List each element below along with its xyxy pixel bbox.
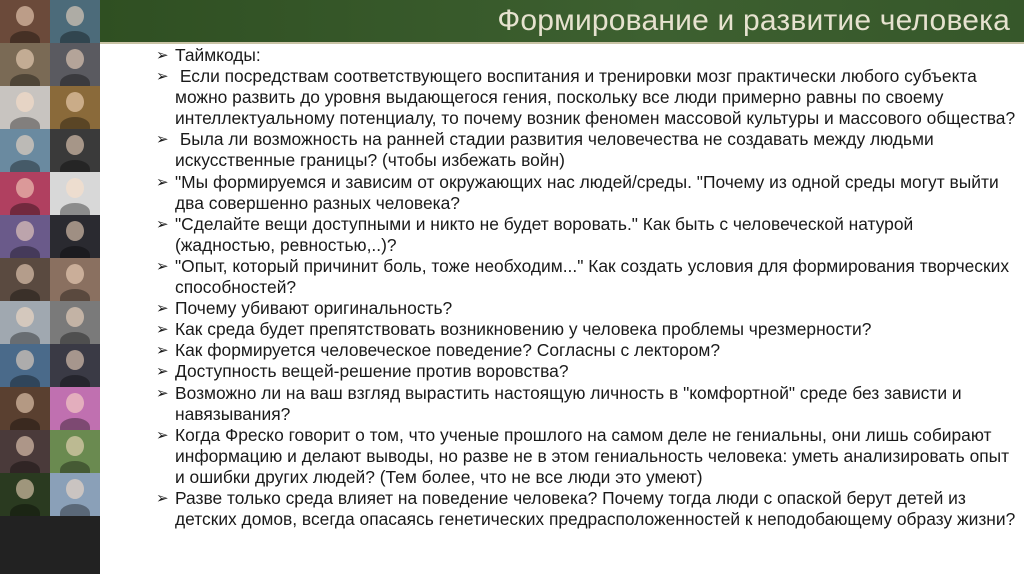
list-item bbox=[156, 361, 1018, 382]
participant-photo bbox=[50, 86, 100, 129]
participant-photo bbox=[0, 215, 50, 258]
list-item bbox=[156, 214, 1018, 256]
list-item-text: Как среда будет препятствовать возникновению у человека проблемы чрезмерности? bbox=[175, 319, 872, 340]
participant-photo bbox=[50, 430, 100, 473]
list-item-text: "Мы формируемся и зависим от окружающих нас людей/среды. "Почему из одной среды могут выйти два совершенно разных человека? bbox=[175, 171, 1004, 213]
arrow-bullet-icon: ➢ bbox=[156, 363, 169, 381]
list-item-text: Если посредствам соответствующего воспитания и тренировки мозг практически любого субъекта можно развить до уровня выдающегося гения, поскольку все люди примерно равны по своему интеллектуальному потенциалу, то почему возник феномен массовой культуры и массового общества? bbox=[175, 66, 1016, 129]
participant-photo bbox=[50, 129, 100, 172]
list-item bbox=[156, 319, 1018, 340]
participant-photo bbox=[0, 172, 50, 215]
list-item bbox=[156, 66, 1018, 129]
arrow-bullet-icon: ➢ bbox=[156, 489, 169, 507]
list-item bbox=[156, 425, 1018, 488]
list-item-text: Когда Фреско говорит о том, что ученые прошлого на самом деле не гениальны, они лишь собирают информацию и делают выводы, но разве не в этом гениальность человека: уметь анализировать опыт и ошибки других людей? (Тем более, что не все люди это умеют) bbox=[175, 424, 1014, 487]
participant-photo bbox=[0, 258, 50, 301]
list-item-text: Доступность вещей-решение против воровства? bbox=[175, 361, 569, 382]
participant-photo bbox=[0, 344, 50, 387]
bullet-list bbox=[156, 45, 1018, 530]
participant-photo bbox=[50, 473, 100, 516]
arrow-bullet-icon: ➢ bbox=[156, 131, 169, 149]
participant-photo bbox=[0, 473, 50, 516]
arrow-bullet-icon: ➢ bbox=[156, 384, 169, 402]
participant-photo bbox=[50, 301, 100, 344]
title-bar bbox=[100, 0, 1024, 42]
participant-photo bbox=[0, 301, 50, 344]
arrow-bullet-icon: ➢ bbox=[156, 342, 169, 360]
list-item bbox=[156, 129, 1018, 171]
participant-photo bbox=[50, 43, 100, 86]
list-item bbox=[156, 488, 1018, 530]
list-item bbox=[156, 340, 1018, 361]
slide-title: Формирование и развитие человека bbox=[497, 4, 1010, 37]
list-item-text: Как формируется человеческое поведение? Согласны с лектором? bbox=[175, 340, 721, 361]
participant-photo bbox=[50, 344, 100, 387]
list-item bbox=[156, 256, 1018, 298]
arrow-bullet-icon: ➢ bbox=[156, 321, 169, 339]
participant-photo bbox=[0, 430, 50, 473]
arrow-bullet-icon: ➢ bbox=[156, 215, 169, 233]
participant-photo bbox=[0, 43, 50, 86]
list-item-text: Почему убивают оригинальность? bbox=[175, 298, 453, 319]
list-item-text: Была ли возможность на ранней стадии развития человечества не создавать между людьми искусственные границы? (чтобы избежать войн) bbox=[175, 129, 939, 171]
participant-photo bbox=[0, 86, 50, 129]
participant-photo bbox=[50, 172, 100, 215]
list-item-text: "Сделайте вещи доступными и никто не будет воровать." Как быть с человеческой натурой (жадностью, ревностью,..)? bbox=[175, 213, 919, 255]
list-item bbox=[156, 45, 1018, 66]
list-item-text: Разве только среда влияет на поведение человека? Почему тогда люди с опаской берут детей из детских домов, всегда опасаясь генетических предрасположенностей к неподобающему образу жизни? bbox=[175, 487, 1016, 530]
arrow-bullet-icon: ➢ bbox=[156, 68, 169, 86]
participant-photo bbox=[50, 0, 100, 43]
arrow-bullet-icon: ➢ bbox=[156, 173, 169, 191]
list-item bbox=[156, 383, 1018, 425]
participant-photo bbox=[50, 258, 100, 301]
list-item-text: Возможно ли на ваш взгляд вырастить настоящую личность в "комфортной" среде без зависти и навязывания? bbox=[175, 382, 967, 424]
list-item bbox=[156, 298, 1018, 319]
participant-photo bbox=[0, 387, 50, 430]
arrow-bullet-icon: ➢ bbox=[156, 300, 169, 318]
list-item-text: Таймкоды: bbox=[175, 45, 261, 65]
participant-photo bbox=[0, 0, 50, 43]
list-item bbox=[156, 172, 1018, 214]
arrow-bullet-icon: ➢ bbox=[156, 257, 169, 275]
arrow-bullet-icon: ➢ bbox=[156, 426, 169, 444]
arrow-bullet-icon: ➢ bbox=[156, 47, 169, 64]
participant-photo-strip bbox=[0, 0, 100, 574]
participant-photo bbox=[0, 129, 50, 172]
list-item-text: "Опыт, который причинит боль, тоже необходим..." Как создать условия для формирования творческих способностей? bbox=[175, 255, 1014, 298]
participant-photo bbox=[50, 215, 100, 258]
participant-photo bbox=[50, 387, 100, 430]
title-divider bbox=[100, 42, 1024, 44]
